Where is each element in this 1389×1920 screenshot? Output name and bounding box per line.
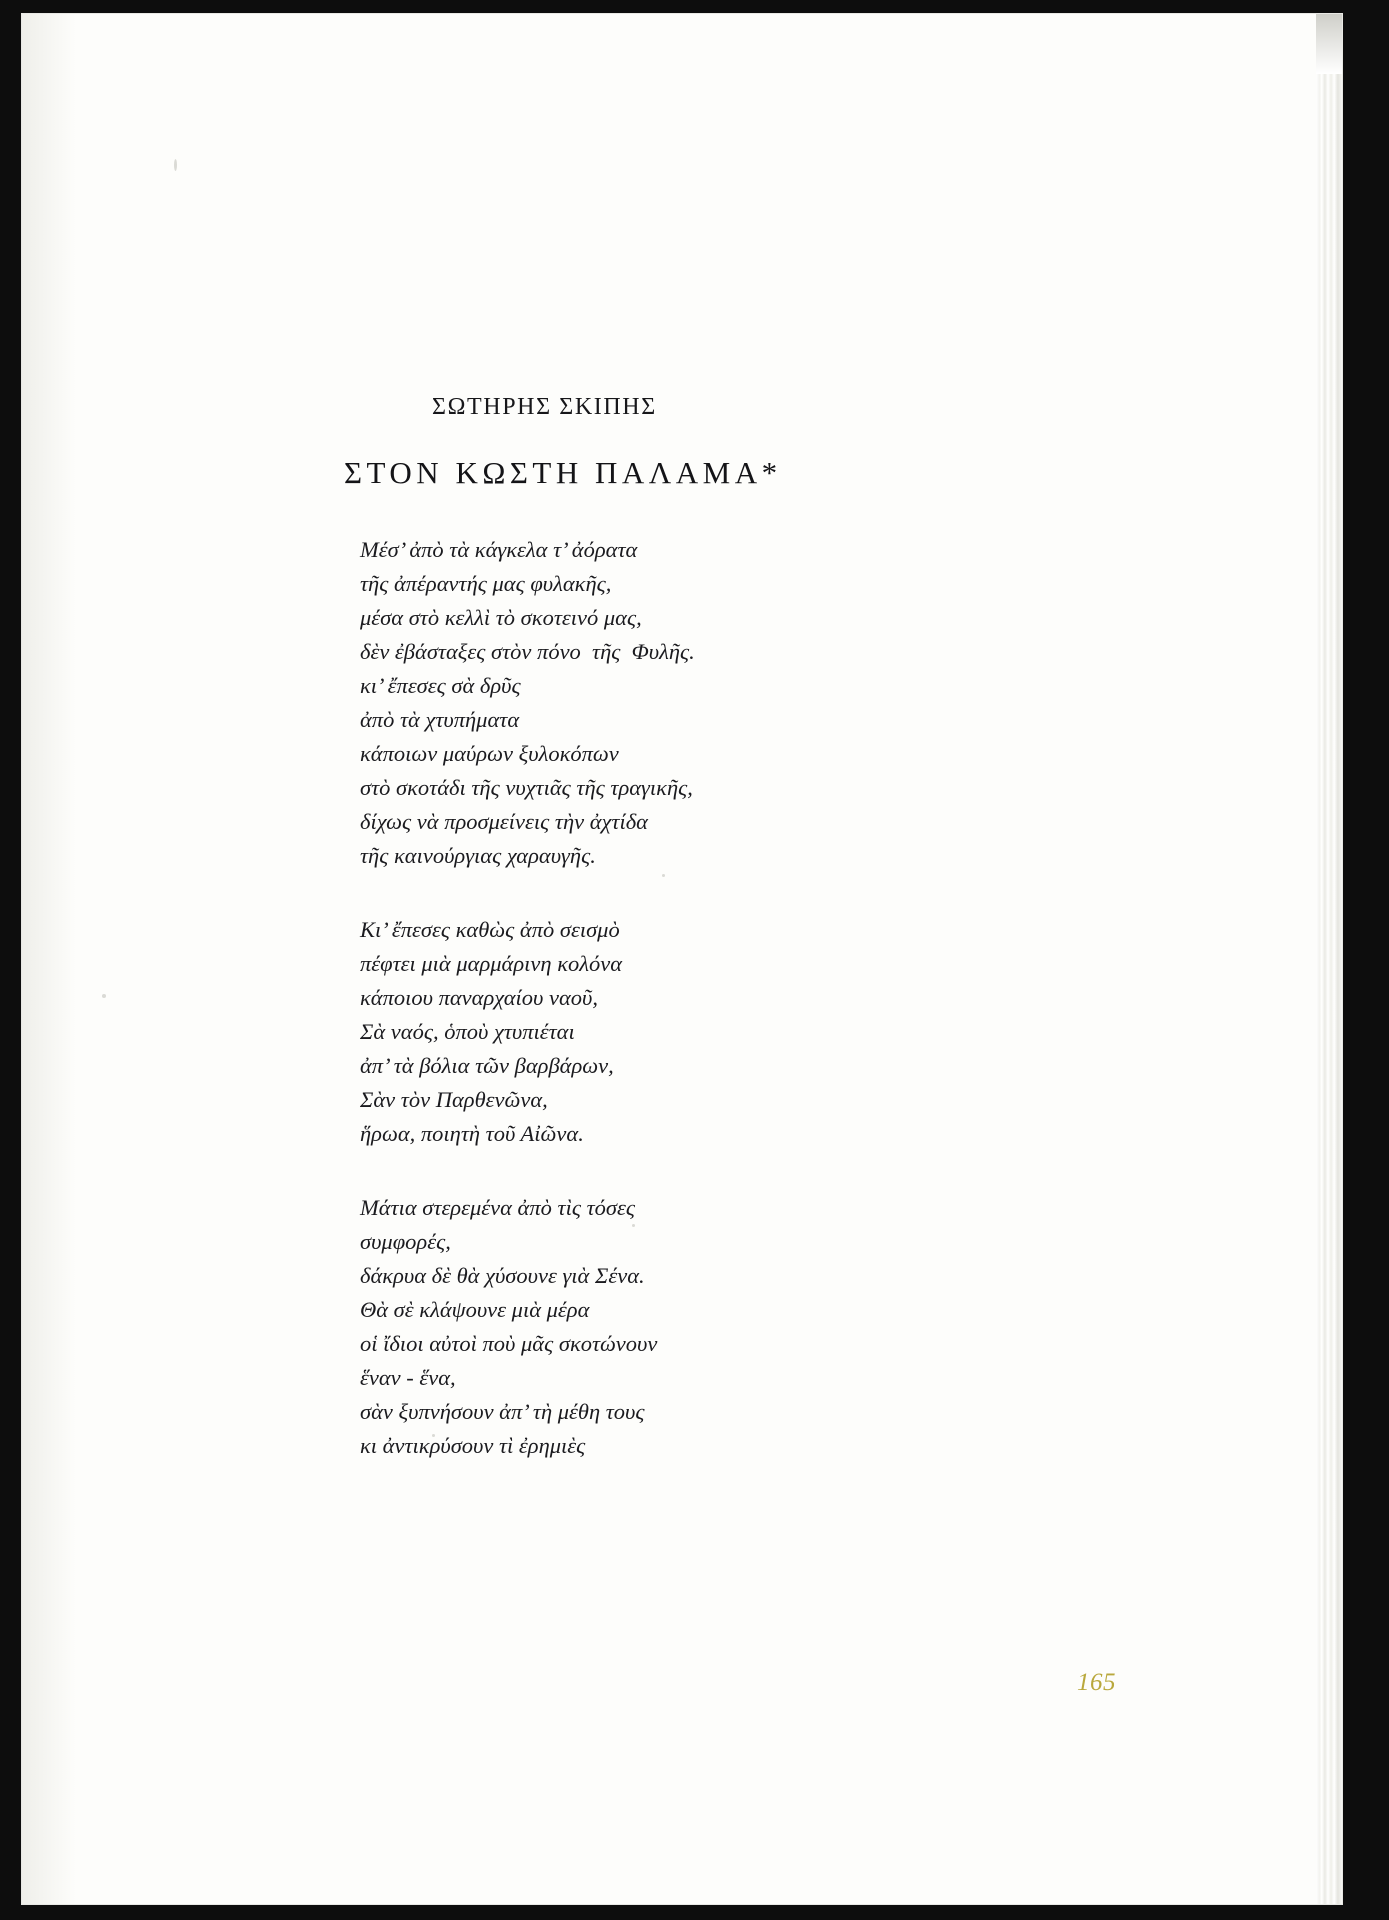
page-gutter-shadow	[22, 14, 76, 1904]
poem-line: δίχως νὰ προσμείνεις τὴν ἀχτίδα	[360, 809, 648, 834]
poem-author: ΣΩΤΗΡΗΣ ΣΚΙΠΗΣ	[432, 394, 657, 420]
poem-line: κάποιων μαύρων ξυλοκόπων	[360, 741, 619, 766]
poem-line: κι ἀντικρύσουν τὶ ἐρημιὲς	[360, 1433, 586, 1458]
page-number: 165	[1077, 1669, 1116, 1696]
book-page	[22, 14, 1342, 1904]
book-fore-edge	[1316, 14, 1342, 1904]
poem-line: δάκρυα δὲ θὰ χύσουνε γιὰ Σένα.	[360, 1263, 645, 1288]
poem-stanza	[352, 913, 1052, 1151]
poem-line: Θὰ σὲ κλάψουνε μιὰ μέρα	[360, 1297, 590, 1322]
poem-line: στὸ σκοτάδι τῆς νυχτιᾶς τῆς τραγικῆς,	[360, 775, 693, 800]
poem-line: ἀπ’ τὰ βόλια τῶν βαρβάρων,	[360, 1053, 614, 1078]
poem-line: ἀπὸ τὰ χτυπήματα	[360, 707, 520, 732]
poem-line: σὰν ξυπνήσουν ἀπ’ τὴ μέθη τους	[360, 1399, 645, 1424]
poem-line: τῆς ἀπέραντής μας φυλακῆς,	[360, 571, 612, 596]
poem-line: δὲν ἐβάσταξες στὸν πόνο τῆς Φυλῆς.	[360, 639, 695, 664]
poem-line: Μάτια στερεμένα ἀπὸ τὶς τόσες	[360, 1195, 635, 1220]
poem-line: Σὰν τὸν Παρθενῶνα,	[360, 1087, 548, 1112]
poem-line: κι’ ἔπεσες σὰ δρῦς	[360, 673, 521, 698]
poem-line: οἱ ἴδιοι αὐτοὶ ποὺ μᾶς σκοτώνουν	[360, 1331, 658, 1356]
poem-line: ἥρωα, ποιητὴ τοῦ Αἰῶνα.	[360, 1121, 584, 1146]
poem-line: πέφτει μιὰ μαρμάρινη κολόνα	[360, 951, 623, 976]
scan-speck	[102, 994, 106, 998]
poem-line: Σὰ ναός, ὁποὺ χτυπιέται	[360, 1019, 575, 1044]
book-head-edge	[1316, 14, 1342, 74]
scan-speck	[174, 159, 177, 171]
poem-line: συμφορές,	[360, 1229, 451, 1254]
poem-line: Μέσ’ ἀπὸ τὰ κάγκελα τ’ ἀόρατα	[360, 537, 638, 562]
poem-stanza	[352, 1191, 1052, 1463]
poem-stanza	[352, 533, 1052, 873]
poem-line: Κι’ ἔπεσες καθὼς ἀπὸ σεισμὸ	[360, 917, 620, 942]
poem-line: κάποιου παναρχαίου ναοῦ,	[360, 985, 598, 1010]
poem-title: ΣΤΟΝ ΚΩΣΤΗ ΠΑΛΑΜΑ*	[344, 455, 782, 490]
poem-line: τῆς καινούργιας χαραυγῆς.	[360, 843, 596, 868]
page-content	[344, 394, 1052, 1463]
poem-line: μέσα στὸ κελλὶ τὸ σκοτεινό μας,	[360, 605, 642, 630]
poem-line: ἕναν - ἕνα,	[360, 1365, 456, 1390]
